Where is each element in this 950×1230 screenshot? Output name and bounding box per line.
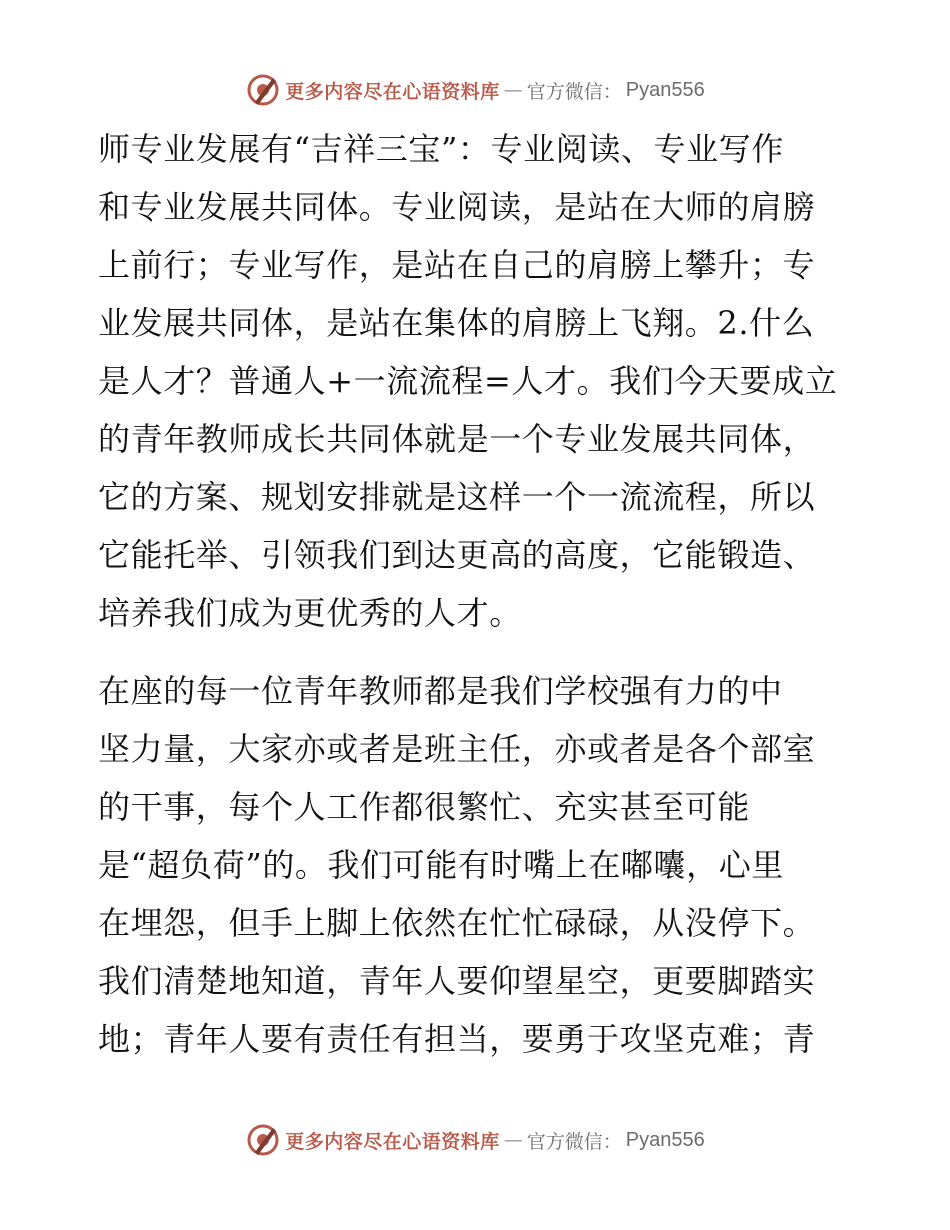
text-line: 坚力量，大家亦或者是班主任，亦或者是各个部室 [98, 730, 816, 768]
text-line: 的干事，每个人工作都很繁忙、充实甚至可能 [98, 788, 751, 826]
footer-wechat-id: Pyan556 [625, 1128, 705, 1151]
header-wechat-label: 官方微信： [526, 80, 622, 103]
footer-site-text: 更多内容尽在心语资料库 [285, 1130, 500, 1153]
text-line: 我们清楚地知道，青年人要仰望星空，更要脚踏实 [98, 962, 816, 1000]
pen-logo-icon [245, 72, 281, 108]
text-line: 它能托举、引领我们到达更高的高度，它能锻造、 [98, 536, 816, 574]
footer-separator: — [503, 1129, 523, 1151]
text-line: 在埋怨，但手上脚上依然在忙忙碌碌，从没停下。 [98, 904, 816, 942]
pen-logo-icon [245, 1122, 281, 1158]
text-line: 业发展共同体，是站在集体的肩膀上飞翔。2.什么 [98, 304, 815, 342]
text-line: 在座的每一位青年教师都是我们学校强有力的中 [98, 672, 783, 710]
paragraph-2 [98, 662, 858, 1068]
text-line: 和专业发展共同体。专业阅读，是站在大师的肩膀 [98, 188, 816, 226]
text-line: 地；青年人要有责任有担当，要勇于攻坚克难；青 [98, 1020, 816, 1058]
text-line: 是“超负荷”的。我们可能有时嘴上在嘟囔，心里 [98, 846, 784, 884]
text-line: 培养我们成为更优秀的人才。 [98, 594, 522, 632]
paragraph-gap [98, 642, 858, 662]
text-line: 是人才？普通人+一流流程=人才。我们今天要成立 [98, 362, 838, 400]
text-line: 它的方案、规划安排就是这样一个一流流程，所以 [98, 478, 816, 516]
paragraph-1 [98, 120, 858, 642]
header-site-text: 更多内容尽在心语资料库 [285, 80, 500, 103]
header-wechat-id: Pyan556 [625, 78, 705, 101]
text-line: 师专业发展有“吉祥三宝”：专业阅读、专业写作 [98, 130, 784, 168]
footer-banner [0, 1120, 950, 1160]
document-body [98, 120, 858, 1068]
text-line: 的青年教师成长共同体就是一个专业发展共同体， [98, 420, 816, 458]
footer-wechat-label: 官方微信： [526, 1130, 622, 1153]
header-banner [0, 70, 950, 110]
header-separator: — [503, 79, 523, 101]
text-line: 上前行；专业写作，是站在自己的肩膀上攀升；专 [98, 246, 816, 284]
